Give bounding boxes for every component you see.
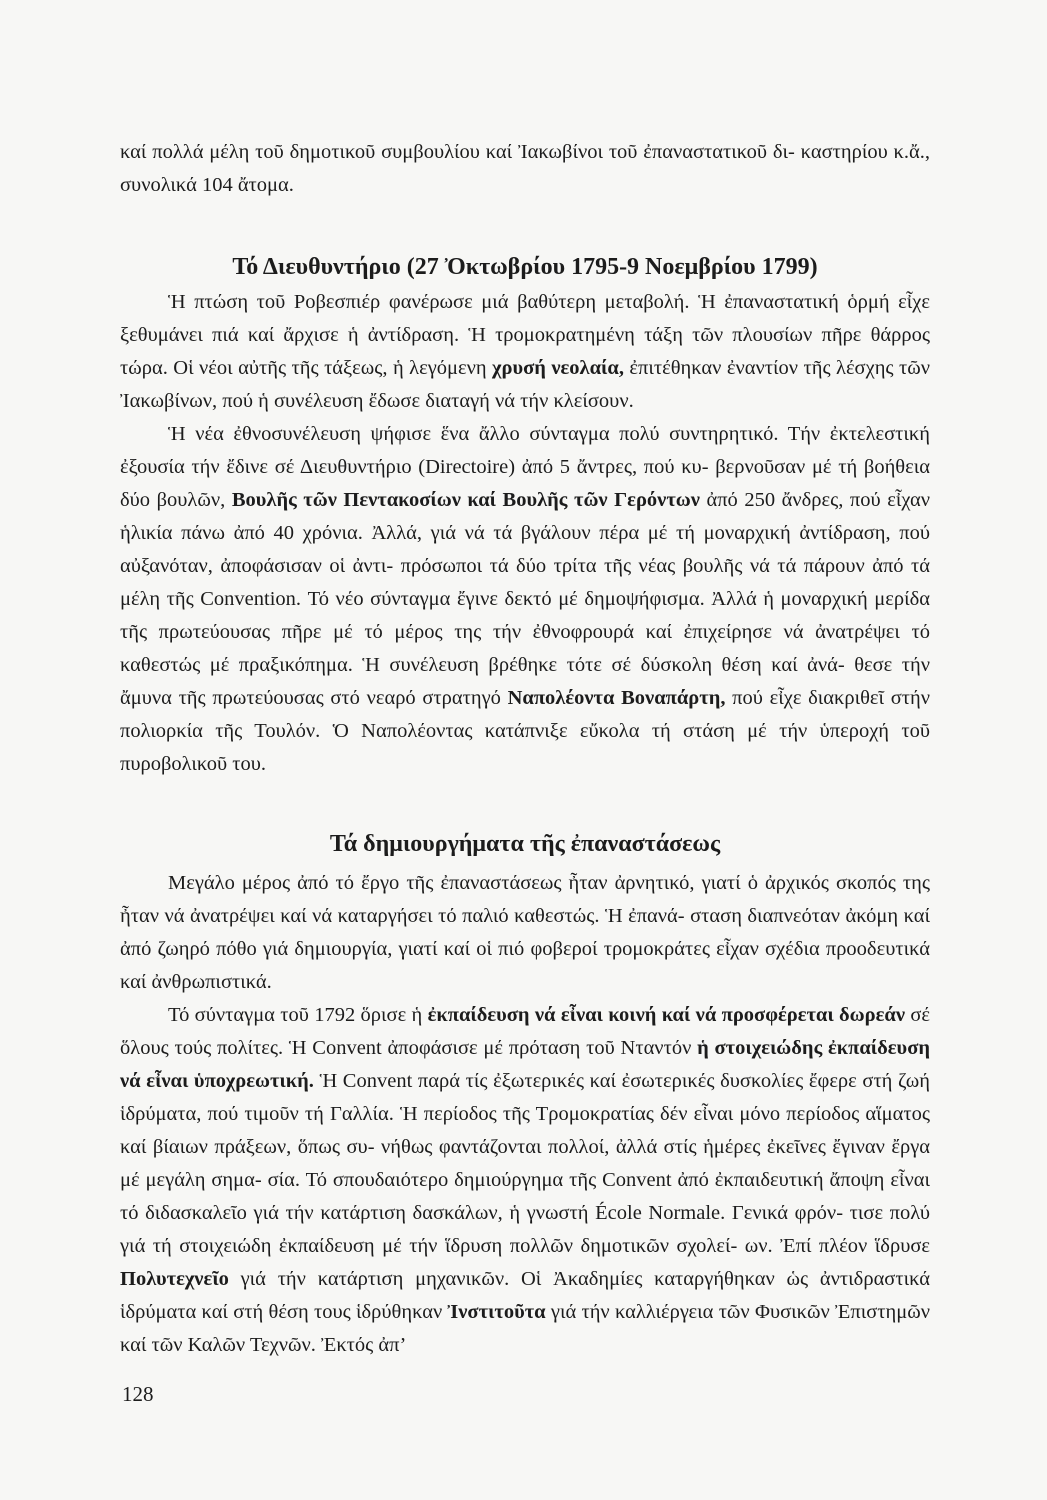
paragraph-directory-2: [120, 418, 930, 781]
text-run: Ἡ Convent παρά τίς ἐξωτερικές καί ἐσωτερικές δυσκολίες ἔφερε στή ζωή ἱδρύματα, πού τιμοῦν τή Γαλλία. Ἡ περίοδος τῆς Τρομοκρατίας δέν εἶναι μόνο περίοδος αἵματος καί βίαιων πράξεων, ὅπως συ- νήθως φαντάζονται πολλοί, ἀλλά στίς ἡμέρες ἐκεῖνες ἔγιναν ἔργα μέ μεγάλη σημα- σία. Τό σπουδαιότερο δημιούργημα τῆς Convent ἀπό ἐκπαιδευτική ἄποψη εἶναι τό διδασκαλεῖο γιά τήν κατάρτιση δασκάλων, ἡ γνωστή École Normale. Γενικά φρόν- τισε πολύ γιά τή στοιχειώδη ἐκπαίδευση μέ τήν ἵδρυση πολλῶν δημοτικῶν σχολεί- ων. Ἐπί πλέον ἵδρυσε: [120, 1070, 930, 1257]
text-run: γιά τήν κατάρτιση μηχανικῶν. Οἱ Ἀκαδημίες καταργήθηκαν ὡς ἀντιδραστικά ἱδρύματα καί στή θέση τους ἱδρύθηκαν: [120, 1268, 930, 1323]
text-run: ἐπιτέθηκαν ἐναντίον τῆς λέσχης τῶν Ἰακωβίνων, πού ἡ συνέλευση ἔδωσε διαταγή νά τήν κλείσουν.: [120, 357, 930, 412]
bold-term: Πολυτεχνεῖο: [120, 1268, 229, 1290]
paragraph-creations-2: [120, 999, 930, 1362]
page-number: 128: [122, 1382, 154, 1406]
text-run: ἀπό 250 ἄνδρες, πού εἶχαν ἡλικία πάνω ἀπό 40 χρόνια. Ἀλλά, γιά νά τά βγάλουν πέρα μέ τή μοναρχική ἀντίδραση, πού αὐξανόταν, ἀποφάσισαν οἱ ἀντι- πρόσωποι τά δύο τρίτα τῆς νέας βουλῆς νά τά πάρουν ἀπό τά μέλη τῆς Convention. Τό νέο σύνταγμα ἔγινε δεκτό μέ δημοψήφισμα. Ἀλλά ἡ μοναρχική μερίδα τῆς πρωτεύουσας πῆρε μέ τό μέρος της τήν ἐθνοφρουρά καί ἐπιχείρησε νά ἀνατρέψει τό καθεστώς μέ πραξικόπημα. Ἡ συνέλευση βρέθηκε τότε σέ δύσκολη θέση καί ἀνά- θεσε τήν ἄμυνα τῆς πρωτεύουσας στό νεαρό στρατηγό: [120, 489, 931, 709]
bold-term: ἡ στοιχειώδης ἐκπαίδευση νά εἶναι ὑποχρεωτική.: [120, 1037, 930, 1092]
paragraph-directory-1: [120, 286, 930, 418]
text-run: Ἡ πτώση τοῦ Ροβεσπιέρ φανέρωσε μιά βαθύτερη μεταβολή. Ἡ ἐπαναστατική ὁρμή εἶχε ξεθυμάνει πιά καί ἄρχισε ἡ ἀντίδραση. Ἡ τρομοκρατημένη τάξη τῶν πλουσίων πῆρε θάρρος τώρα. Οἱ νέοι αὐτῆς τῆς τάξεως, ἡ λεγόμενη: [120, 291, 930, 379]
paragraph-creations-1: Μεγάλο μέρος ἀπό τό ἔργο τῆς ἐπαναστάσεως ἦταν ἀρνητικό, γιατί ὁ ἀρχικός σκοπός της ἦταν νά ἀνατρέψει καί νά καταργήσει τό παλιό καθεστώς. Ἡ ἐπανά- σταση διαπνεόταν ἀκόμη καί ἀπό ζωηρό πόθο γιά δημιουργία, γιατί καί οἱ πιό φοβεροί τρομοκράτες εἶχαν σχέδια προοδευτικά καί ἀνθρωπιστικά.: [120, 872, 930, 993]
section-heading-creations: Τά δημιουργήματα τῆς ἐπαναστάσεως: [329, 831, 721, 857]
bold-term: Βουλῆς τῶν Πεντακοσίων καί Βουλῆς τῶν Γερόντων: [231, 489, 700, 511]
bold-term: Ναπολέοντα Βοναπάρτη,: [507, 687, 726, 709]
page-content: [120, 136, 930, 1362]
bold-term: Ἰνστιτοῦτα: [447, 1301, 546, 1323]
section-heading-directory: Τό Διευθυντήριο (27 Ὀκτωβρίου 1795-9 Νοεμβρίου 1799): [232, 254, 818, 280]
bold-term: χρυσή νεολαία,: [492, 357, 624, 379]
text-run: Τό σύνταγμα τοῦ 1792 ὅρισε ἡ: [168, 1004, 428, 1026]
text-run: γιά τήν καλλιέργεια τῶν Φυσικῶν Ἐπιστημῶν καί τῶν Καλῶν Τεχνῶν. Ἐκτός ἀπ’: [120, 1301, 930, 1356]
bold-term: ἐκπαίδευση νά εἶναι κοινή καί νά προσφέρεται δωρεάν: [427, 1004, 905, 1026]
intro-paragraph: καί πολλά μέλη τοῦ δημοτικοῦ συμβουλίου καί Ἰακωβίνοι τοῦ ἐπαναστατικοῦ δι- καστηρίου κ.ἄ., συνολικά 104 ἄτομα.: [120, 141, 930, 196]
text-run: Ἡ νέα ἐθνοσυνέλευση ψήφισε ἕνα ἄλλο σύνταγμα πολύ συντηρητικό. Τήν ἐκτελεστική ἐξουσία τήν ἔδινε σέ Διευθυντήριο (Directoire) ἀπό 5 ἄντρες, πού κυ- βερνοῦσαν μέ τή βοήθεια δύο βουλῶν,: [120, 423, 930, 511]
text-run: σέ ὅλους τούς πολίτες. Ἡ Convent ἀποφάσισε μέ πρόταση τοῦ Νταντόν: [120, 1004, 930, 1059]
text-run: πού εἶχε διακριθεῖ στήν πολιορκία τῆς Τουλόν. Ὁ Ναπολέοντας κατάπνιξε εὔκολα τή στάση μέ τήν ὑπεροχή τοῦ πυροβολικοῦ του.: [120, 687, 930, 775]
